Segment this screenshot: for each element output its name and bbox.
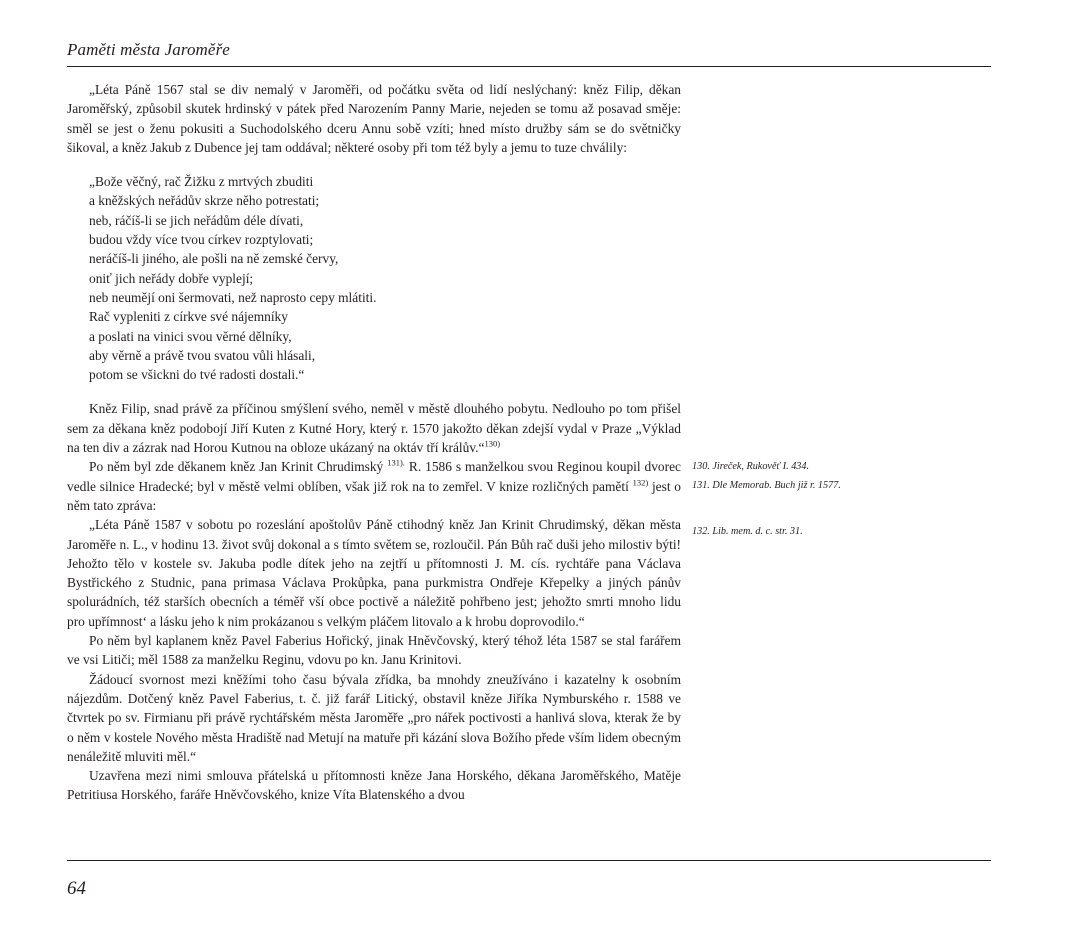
paragraph: Žádoucí svornost mezi kněžími toho času bývala zřídka, ba mnohdy zneužíváno i kazatelny k osobním nájezdům. Dotčený kněz Pavel Faberius, t. č. již farář Litický, obstavil kněze Jiříka Nymburského r. 1588 ve čtvrtek po sv. Firmianu při právě rychtářském města Jaroměře „pro nářek poctivosti a hanlivá slova, kterak že by o něm v kostele Nového města Hradiště nad Metují na matuře při kázání slova Božího přede vším lidem obecným nenáležitě mluviti měl.“ [67, 671, 681, 764]
paragraph-text: R. 1586 s manželkou svou Reginou koupil dvorec vedle silnice Hradecké; byl v městě velmi oblíben, však již rok na to zemřel. V knize rozličných pamětí [67, 459, 681, 494]
main-text-column [67, 80, 681, 805]
verse-line: aby věrně a právě tvou svatou vůli hlásali, [89, 347, 316, 363]
paragraph: Po něm byl kaplanem kněz Pavel Faberius Hořický, jinak Hněvčovský, který téhož léta 1587 se stal farářem ve vsi Litiči; měl 1588 za manželku Reginu, vdovu po kn. Janu Krinitovi. [67, 633, 681, 668]
footer-rule [67, 860, 991, 861]
paragraph-text: Po něm byl zde děkanem kněz Jan Krinit Chrudimský [89, 459, 384, 475]
paragraph-text: Kněz Filip, snad právě za příčinou smýšlení svého, neměl v městě dlouhého pobytu. Nedlouho po tom přišel sem za děkana kněz podobojí Jiří Kuten z Kutné Hory, který r. 1570 jakožto děkan zdejší vydal v Praze „Výklad na ten div a zázrak nad Horou Kutnou na obloze ukázaný na oktáv tří králův.“ [67, 401, 681, 456]
header-rule [67, 66, 991, 67]
footnote-ref-132: 132) [632, 477, 649, 488]
page-number: 64 [67, 878, 86, 899]
footnote-132: 132. Lib. mem. d. c. str. 31. [692, 526, 803, 537]
verse-line: „Bože věčný, rač Žižku z mrtvých zbuditi [89, 174, 314, 190]
paragraph: Uzavřena mezi nimi smlouva přátelská u přítomnosti kněze Jana Horského, děkana Jaroměřského, Matěje Petritiusa Horského, faráře Hněvčovského, knize Víta Blatenského a dvou [67, 768, 681, 803]
verse-line: neb neumějí oni šermovati, než naprosto cepy mlátiti. [89, 289, 377, 305]
footnote-ref-131: 131). [387, 457, 405, 468]
verse-line: Rač vypleniti z církve své nájemníky [89, 309, 288, 325]
verse-line: a poslati na vinici svou věrné dělníky, [89, 328, 292, 344]
verse-line: potom se všickni do tvé radosti dostali.“ [89, 367, 305, 383]
paragraph: „Léta Páně 1567 stal se div nemalý v Jaroměři, od počátku světa od lidí neslýchaný: kněz Filip, děkan Jaroměřský, způsobil skutek hrdinský v pátek před Narozením Panny Marie, nejeden se tomu až posavad směje: směl se jest o ženu pokusiti a Suchodolského dceru Annu sobě vzíti; hned místo družby sám se do světničky šikoval, a kněz Jakub z Dubence jej tam oddával; některé osoby při tom též byly a jemu to tuze chválily: [67, 82, 681, 155]
paragraph [67, 399, 681, 457]
verse-line: neb, ráčíš-li se jich neřádům déle dívati, [89, 212, 304, 228]
paragraph: „Léta Páně 1587 v sobotu po rozeslání apoštolův Páně ctihodný kněz Jan Krinit Chrudimský, děkan města Jaroměře n. L., v hodinu 13. život svůj dokonal a s tímto světem se, rozloučil. Pán Bůh rač duši jeho milostiv býti! Jehožto tělo v kostele sv. Jakuba podle dítek jeho na zejtří u přítomnosti J. M. cís. rychtáře pana Václava Bystřického z Studnic, pana primasa Václava Prokůpka, pana purkmistra Ondřeje Křepelky a jiných pánův spolurádních, též starších obecních a téměř vší obce poctivě a náležitě pohřbeno jest; jehožto smrti mnoho lidu pro upřímnost‘ a lásku jeho k nim prokázanou s velkým pláčem litovalo a k hrobu doprovodilo.“ [67, 517, 681, 629]
verse-block [89, 172, 681, 384]
verse-line: a kněžských neřádův skrze něho potrestati; [89, 193, 320, 209]
running-title: Paměti města Jaroměře [67, 40, 230, 59]
verse-line: neráčíš-li jiného, ale pošli na ně zemské červy, [89, 251, 339, 267]
verse-line: oniť jich neřády dobře vyplejí; [89, 270, 254, 286]
paragraph-text: jest o něm tato zpráva: [67, 478, 681, 513]
footnote-130: 130. Jireček, Rukověť I. 434. [692, 461, 810, 472]
paragraph [67, 457, 681, 515]
footnote-131: 131. Dle Memorab. Buch již r. 1577. [692, 480, 841, 491]
footnote-ref-130: 130) [484, 438, 501, 449]
verse-line: budou vždy více tvou církev rozptylovati; [89, 232, 314, 248]
